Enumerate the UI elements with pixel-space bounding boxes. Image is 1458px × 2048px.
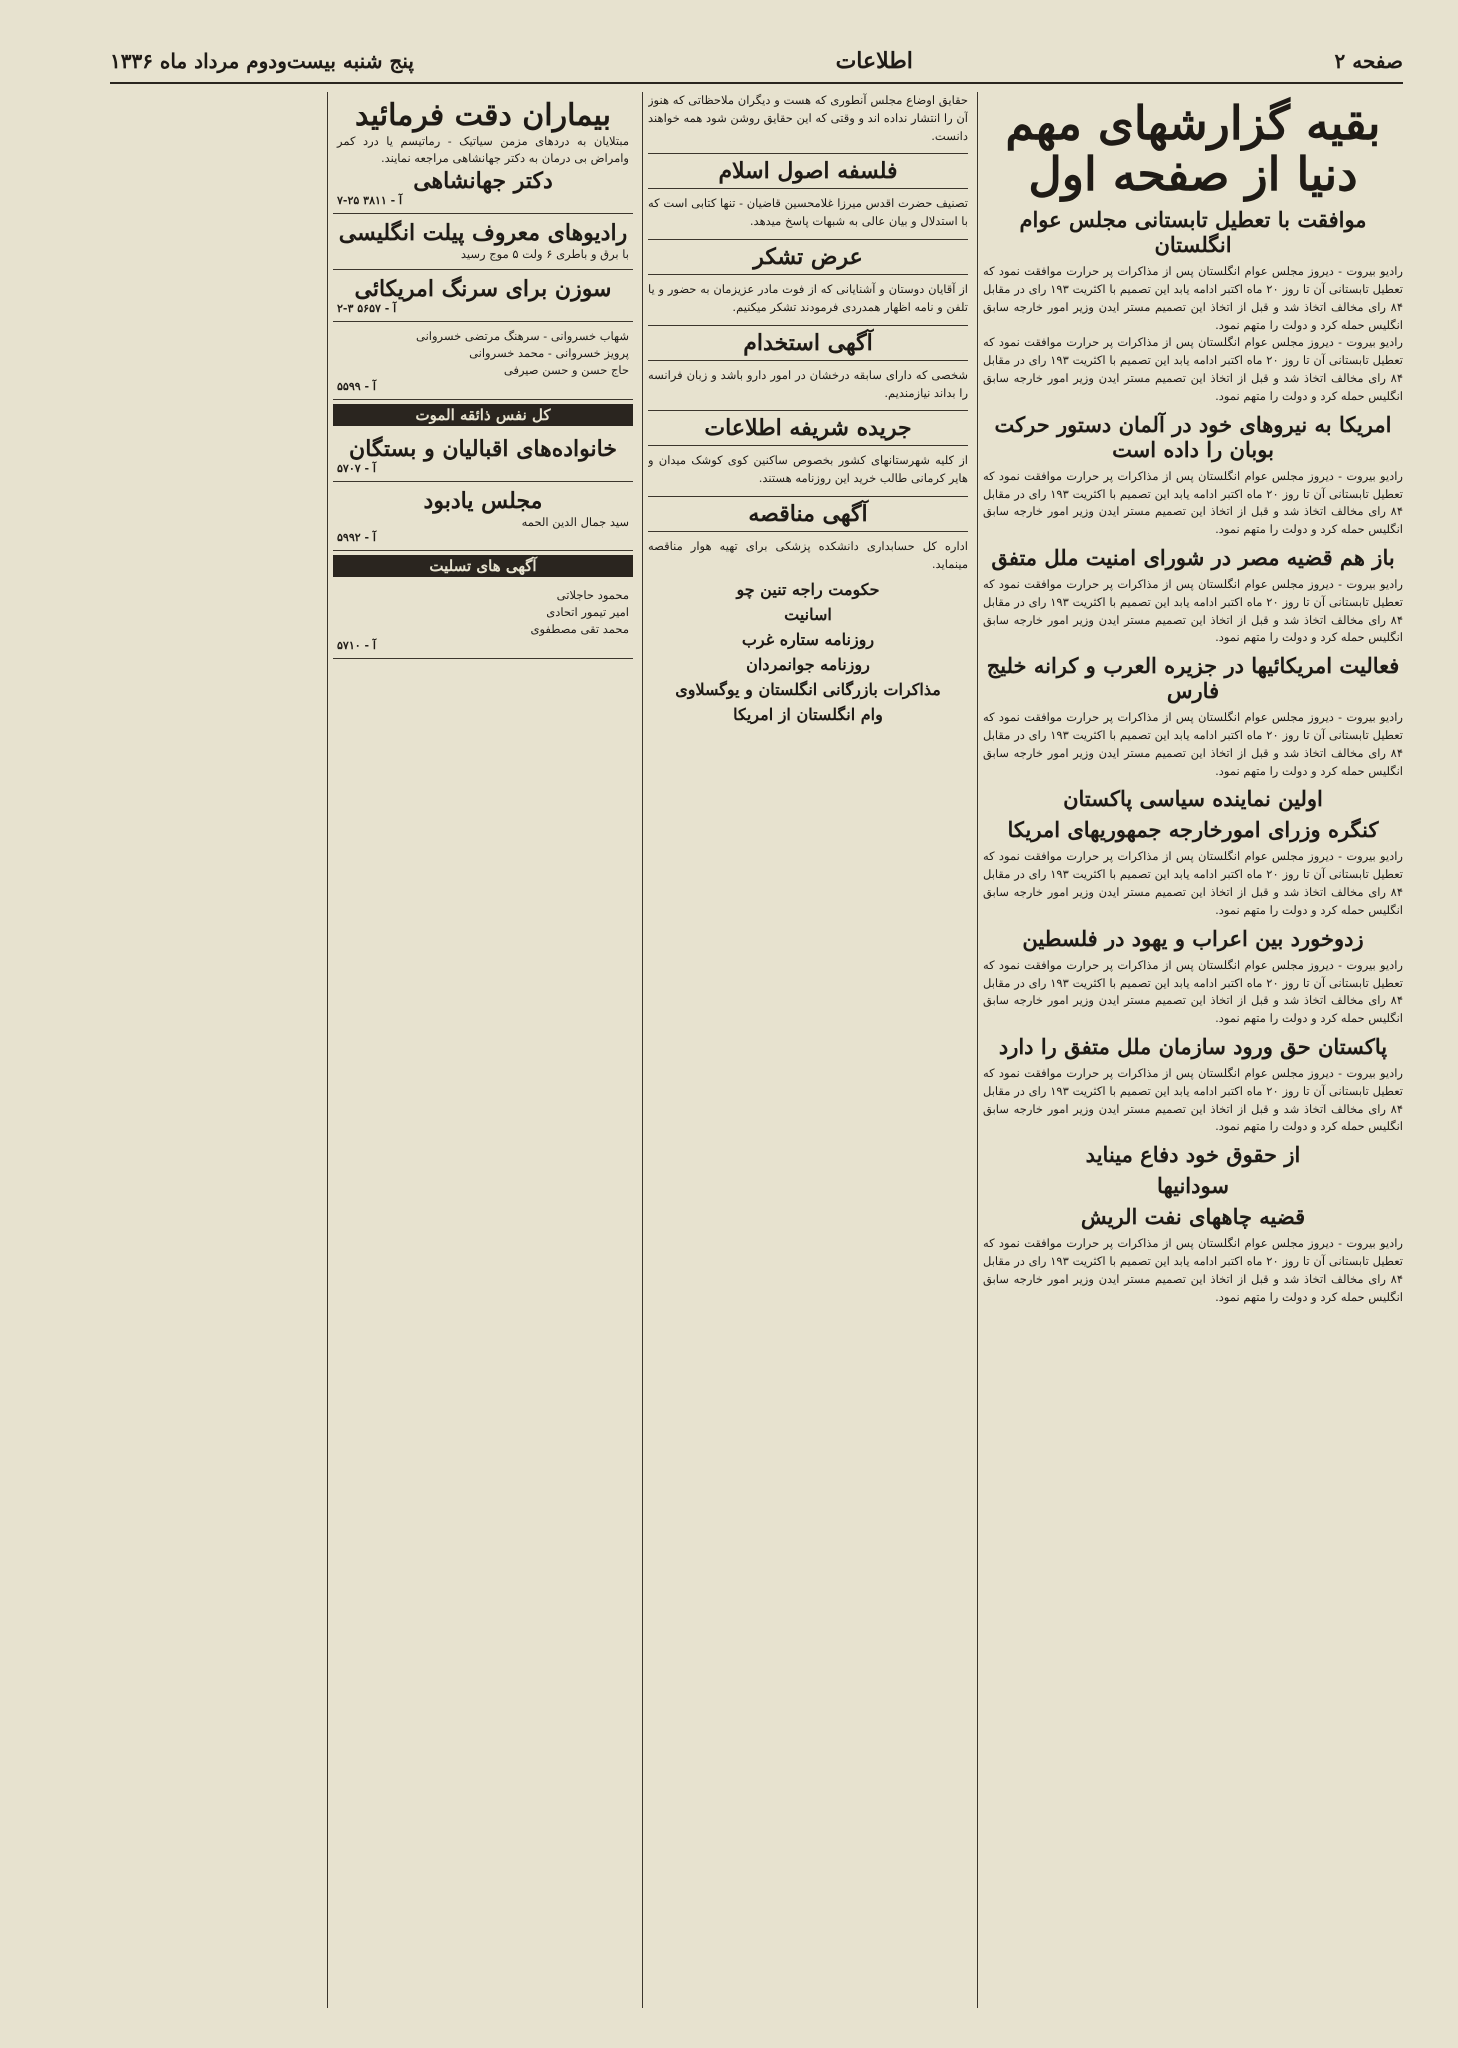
article-body: رادیو بیروت - دیروز مجلس عوام انگلستان پس از مذاکرات پر حرارت موافقت نمود که تعطیل تابستانی آن تا روز ۲۰ ماه اکتبر ادامه یابد این تصمیم با اکثریت ۱۹۳ رای در مقابل ۸۴ رای مخالف اتخاذ شد و قبل از اتخاذ این تصمیم مستر ایدن وزیر امور خارجه سابق انگلیس حمله کرد و دولت را متهم نمود. <box>983 576 1403 645</box>
ad-block <box>333 270 633 322</box>
section-title: روزنامه جوانمردان <box>746 654 870 674</box>
subhead: فعالیت امریکائیها در جزیره العرب و کرانه خلیج فارس <box>986 653 1400 704</box>
ad-name: امیر تیمور اتحادی <box>546 605 629 619</box>
main-headline: بقیه گزارشهای مهم دنیا از صفحه اول <box>1005 96 1381 201</box>
article-body: رادیو بیروت - دیروز مجلس عوام انگلستان پس از مذاکرات پر حرارت موافقت نمود که تعطیل تابستانی آن تا روز ۲۰ ماه اکتبر ادامه یابد این تصمیم با اکثریت ۱۹۳ رای در مقابل ۸۴ رای مخالف اتخاذ شد و قبل از اتخاذ این تصمیم مستر ایدن وزیر امور خارجه سابق انگلیس حمله کرد و دولت را متهم نمود. <box>983 849 1403 917</box>
ad-code: آ - ۳۸۱۱ ۲۵-۷ <box>337 193 403 207</box>
ad-title: رادیوهای معروف پیلت انگلیسی <box>338 219 628 246</box>
subhead: کنگره وزرای امورخارجه جمهوریهای امریکا <box>1007 817 1379 843</box>
article-body: رادیو بیروت - دیروز مجلس عوام انگلستان پس از مذاکرات پر حرارت موافقت نمود که تعطیل تابستانی آن تا روز ۲۰ ماه اکتبر ادامه یابد این تصمیم با اکثریت ۱۹۳ رای در مقابل ۸۴ رای مخالف اتخاذ شد و قبل از اتخاذ این تصمیم مستر ایدن وزیر امور خارجه سابق انگلیس حمله کرد و دولت را متهم نمود. <box>983 264 1403 332</box>
section-title: روزنامه ستاره غرب <box>741 629 875 649</box>
column-notices <box>648 92 968 2008</box>
masthead <box>110 40 1403 84</box>
article-body: رادیو بیروت - دیروز مجلس عوام انگلستان پس از مذاکرات پر حرارت موافقت نمود که تعطیل تابستانی آن تا روز ۲۰ ماه اکتبر ادامه یابد این تصمیم با اکثریت ۱۹۳ رای در مقابل ۸۴ رای مخالف اتخاذ شد و قبل از اتخاذ این تصمیم مستر ایدن وزیر امور خارجه سابق انگلیس حمله کرد و دولت را متهم نمود. <box>983 710 1403 778</box>
subhead: قضیه چاههای نفت الریش <box>1080 1204 1306 1230</box>
paper-name: اطلاعات <box>835 48 913 74</box>
ad-text: مبتلایان به دردهای مزمن سیاتیک - رماتیسم یا درد کمر وامراض بی درمان به دکتر جهانشاهی مراجعه نمایند. <box>337 134 629 166</box>
section-title: وام انگلستان از امریکا <box>733 704 883 724</box>
column-news <box>983 92 1403 2008</box>
subhead: موافقت با تعطیل تابستانی مجلس عوام انگلستان <box>1019 207 1367 258</box>
ad-name: حاج حسن و حسن صیرفی <box>503 363 629 378</box>
article-body: رادیو بیروت - دیروز مجلس عوام انگلستان پس از مذاکرات پر حرارت موافقت نمود که تعطیل تابستانی آن تا روز ۲۰ ماه اکتبر ادامه یابد این تصمیم با اکثریت ۱۹۳ رای در مقابل ۸۴ رای مخالف اتخاذ شد و قبل از اتخاذ این تصمیم مستر ایدن وزیر امور خارجه سابق انگلیس حمله کرد و دولت را متهم نمود. <box>983 1065 1403 1134</box>
column-rule <box>977 92 978 2008</box>
article-body: رادیو بیروت - دیروز مجلس عوام انگلستان پس از مذاکرات پر حرارت موافقت نمود که تعطیل تابستانی آن تا روز ۲۰ ماه اکتبر ادامه یابد این تصمیم با اکثریت ۱۹۳ رای در مقابل ۸۴ رای مخالف اتخاذ شد و قبل از اتخاذ این تصمیم مستر ایدن وزیر امور خارجه سابق انگلیس حمله کرد و دولت را متهم نمود. <box>983 335 1403 403</box>
subhead: امریکا به نیروهای خود در آلمان دستور حرکت بوبان را داده است <box>994 411 1392 462</box>
article-body: اداره کل حسابداری دانشکده پزشکی برای تهیه هوار مناقصه مینماید. <box>648 538 968 571</box>
ad-block <box>333 581 633 659</box>
ad-code: آ - ۵۵۹۹ <box>337 379 376 393</box>
ad-code: آ - ۵۷۱۰ <box>337 638 376 652</box>
subhead: باز هم قضیه مصر در شورای امنیت ملل متفق <box>991 544 1395 570</box>
ad-block <box>333 322 633 400</box>
section-title: آگهی مناقصه <box>648 496 968 532</box>
section-title: مذاکرات بازرگانی انگلستان و یوگسلاوی <box>675 679 941 699</box>
ad-name: پرویز خسروانی - محمد خسروانی <box>469 346 629 360</box>
article-body: رادیو بیروت - دیروز مجلس عوام انگلستان پس از مذاکرات پر حرارت موافقت نمود که تعطیل تابستانی آن تا روز ۲۰ ماه اکتبر ادامه یابد این تصمیم با اکثریت ۱۹۳ رای در مقابل ۸۴ رای مخالف اتخاذ شد و قبل از اتخاذ این تصمیم مستر ایدن وزیر امور خارجه سابق انگلیس حمله کرد و دولت را متهم نمود. <box>983 957 1403 1026</box>
article-body: رادیو بیروت - دیروز مجلس عوام انگلستان پس از مذاکرات پر حرارت موافقت نمود که تعطیل تابستانی آن تا روز ۲۰ ماه اکتبر ادامه یابد این تصمیم با اکثریت ۱۹۳ رای در مقابل ۸۴ رای مخالف اتخاذ شد و قبل از اتخاذ این تصمیم مستر ایدن وزیر امور خارجه سابق انگلیس حمله کرد و دولت را متهم نمود. <box>983 468 1403 537</box>
ad-title: خانواده‌های اقبالیان و بستگان <box>349 435 617 462</box>
subhead: زدوخورد بین اعراب و یهود در فلسطین <box>1022 925 1364 951</box>
ad-banner: کل نفس ذائقه الموت <box>333 404 633 426</box>
ad-code: آ - ۵۷۰۷ <box>337 461 376 475</box>
subhead: پاکستان حق ورود سازمان ملل متفق را دارد <box>998 1033 1388 1059</box>
article-body: از کلیه شهرستانهای کشور بخصوص ساکنین کوی کوشک میدان و هایر کرمانی طالب خرید این روزنامه هستند. <box>648 453 968 486</box>
ad-text: با برق و باطری ۶ ولت ۵ موج رسید <box>460 246 629 261</box>
ad-code: آ - ۵۶۵۷ ۳-۲ <box>337 301 397 315</box>
section-title: حکومت راجه تنین چو <box>736 579 880 599</box>
ad-name: محمود حاجلاتی <box>556 587 629 602</box>
ad-title: سوزن برای سرنگ امریکائی <box>354 275 612 302</box>
ad-title: بیماران دقت فرمائید <box>354 98 612 133</box>
article-body: حقایق اوضاع مجلس آنطوری که هست و دیگران ملاحظاتی که هنوز آن را انتشار نداده اند و وقتی که این حقایق روشن شود همه خواهند دانست. <box>648 93 968 143</box>
section-title: جریده شریفه اطلاعات <box>648 410 968 446</box>
section-title: فلسفه اصول اسلام <box>648 153 968 189</box>
section-title: آگهی استخدام <box>648 325 968 361</box>
page-label: صفحه ۲ <box>1334 49 1403 73</box>
ad-title: مجلس یادبود <box>423 487 543 514</box>
column-rule <box>327 92 328 2008</box>
ad-name: سید جمال الدین الحمه <box>521 514 629 529</box>
section-title: عرض تشکر <box>648 239 968 275</box>
column-ads <box>333 92 633 2008</box>
article-body: رادیو بیروت - دیروز مجلس عوام انگلستان پس از مذاکرات پر حرارت موافقت نمود که تعطیل تابستانی آن تا روز ۲۰ ماه اکتبر ادامه یابد این تصمیم با اکثریت ۱۹۳ رای در مقابل ۸۴ رای مخالف اتخاذ شد و قبل از اتخاذ این تصمیم مستر ایدن وزیر امور خارجه سابق انگلیس حمله کرد و دولت را متهم نمود. <box>983 1236 1403 1304</box>
subhead: سودانیها <box>1157 1173 1229 1199</box>
ad-name: شهاب خسروانی - سرهنگ مرتضی خسروانی <box>416 328 629 343</box>
column-rule <box>642 92 643 2008</box>
ad-block <box>333 214 633 270</box>
ad-block <box>333 482 633 551</box>
article-body: تصنیف حضرت اقدس میرزا غلامحسین قاضیان - تنها کتابی است که با استدلال و بیان عالی به شبهات پاسخ میدهد. <box>648 196 968 229</box>
subhead: از حقوق خود دفاع میناید <box>1085 1142 1301 1168</box>
ad-code: آ - ۵۹۹۲ <box>337 530 376 544</box>
section-title: اسانیت <box>784 604 832 624</box>
article-body: شخصی که دارای سابقه درخشان در امور دارو باشد و زبان فرانسه را بداند نیازمندیم. <box>648 367 968 400</box>
article-body: از آقایان دوستان و آشنایانی که از فوت مادر عزیزمان به حضور و یا تلفن و نامه اظهار همدردی فرمودند تشکر میکنیم. <box>648 282 968 314</box>
ad-block <box>333 92 633 214</box>
ad-block <box>333 430 633 482</box>
ad-banner: آگهی های تسلیت <box>333 555 633 577</box>
date-line: پنج شنبه بیست‌ودوم مرداد ماه ۱۳۳۶ <box>110 49 414 73</box>
ad-name: محمد تقی مصطفوی <box>530 622 629 637</box>
ad-name: دکتر جهانشاهی <box>413 167 553 194</box>
subhead: اولین نماینده سیاسی پاکستان <box>1063 786 1323 812</box>
